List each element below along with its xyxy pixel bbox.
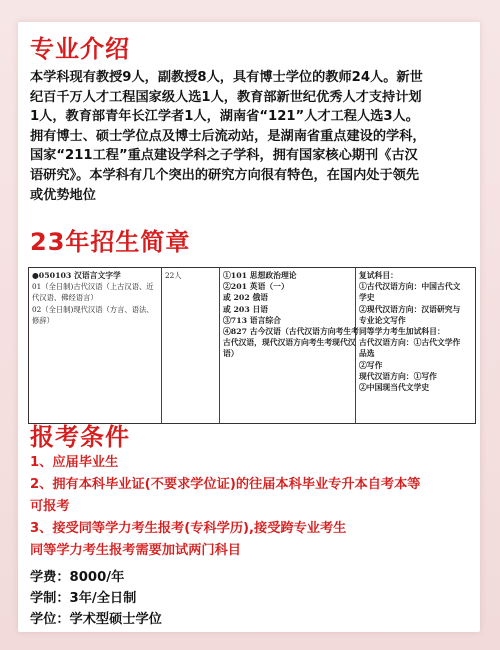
table-cell: 语） (223, 349, 239, 359)
table-col-retest (356, 268, 475, 423)
table-cell: ④827 古今汉语（古代汉语方向考生考 (223, 327, 359, 337)
table-cell: 古代汉语，现代汉语方向考生考现代汉 (223, 338, 356, 348)
table-cell: 品选 (359, 349, 375, 359)
table-cell: 修辞） (32, 315, 54, 325)
table-cell: ②201 英语（一） (223, 282, 289, 292)
intro-line: 1人，教育部青年长江学者1人，湖南省“121”人才工程人选3人。 (30, 109, 419, 125)
requirement-line: 同等学力考生报考需要加试两门科目 (30, 543, 241, 558)
intro-line: 拥有博士、硕士学位点及博士后流动站，是湖南省重点建设的学科， (30, 128, 426, 144)
table-col-quota (162, 268, 220, 423)
fact-duration: 学制：3年/全日制 (30, 591, 137, 606)
table-cell: ②现代汉语方向：汉语研究与 (359, 304, 461, 314)
requirement-line: 可报考 (30, 499, 70, 514)
section-title-admission-guide: 23年招生简章 (30, 228, 191, 256)
fact-degree: 学位：学术型硕士学位 (30, 612, 162, 627)
intro-line: 语研究》。本学科有几个突出的研究方向很有特色，在国内处于领先 (30, 167, 420, 183)
table-cell: ②中国现当代文学史 (359, 383, 430, 393)
table-cell: ①101 思想政治理论 (223, 271, 297, 280)
table-cell: 同等学力考生加试科目： (359, 327, 445, 337)
table-cell: 学史 (359, 293, 375, 303)
intro-line: 或优势地位 (30, 187, 96, 203)
intro-line: 纪百千万人才工程国家级人选1人，教育部新世纪优秀人才支持计划 (30, 89, 422, 105)
table-cell: ●050103 汉语言文字学 (32, 271, 121, 280)
admission-table (28, 267, 476, 424)
table-cell: 22人 (165, 271, 182, 280)
requirement-line: 2、拥有本科毕业证(不要求学位证)的往届本科毕业专升本自考本等 (30, 477, 421, 492)
requirement-line: 1、应届毕业生 (30, 455, 119, 470)
table-cell: 古代汉语方向：①古代文学作 (359, 338, 461, 348)
table-col-exams (220, 268, 359, 423)
content-card (18, 22, 480, 632)
requirements-list (30, 452, 474, 562)
table-cell: ②写作 (359, 360, 383, 370)
section-title-requirements: 报考条件 (30, 423, 130, 451)
major-intro-text (30, 68, 474, 205)
table-cell: 或 203 日语 (223, 304, 269, 314)
table-cell: 02（全日制)现代汉语（方言、语法、 (32, 304, 154, 314)
intro-line: 本学科现有教授9人，副教授8人，具有博士学位的教师24人。新世 (30, 70, 423, 85)
table-cell: 复试科目： (359, 271, 398, 280)
table-cell: 或 202 俄语 (223, 293, 269, 303)
table-col-program (29, 268, 162, 423)
requirement-line: 3、接受同等学力考生报考(专科学历),接受跨专业考生 (30, 521, 347, 536)
intro-line: 国家“211工程”重点建设学科之子学科，拥有国家核心期刊《古汉 (30, 148, 418, 164)
table-cell: ③713 语言综合 (223, 315, 281, 325)
table-cell: 专业论文写作 (359, 315, 406, 325)
section-title-major-intro: 专业介绍 (30, 35, 130, 63)
fact-tuition: 学费：8000/年 (30, 570, 125, 585)
table-cell: 代汉语、佛经语言） (32, 293, 98, 303)
table-cell: ①古代汉语方向：中国古代文 (359, 282, 461, 292)
table-cell: 01（全日制)古代汉语（上古汉语、近 (32, 282, 154, 292)
table-cell: 现代汉语方向：①写作 (359, 371, 437, 381)
program-facts (30, 567, 474, 630)
